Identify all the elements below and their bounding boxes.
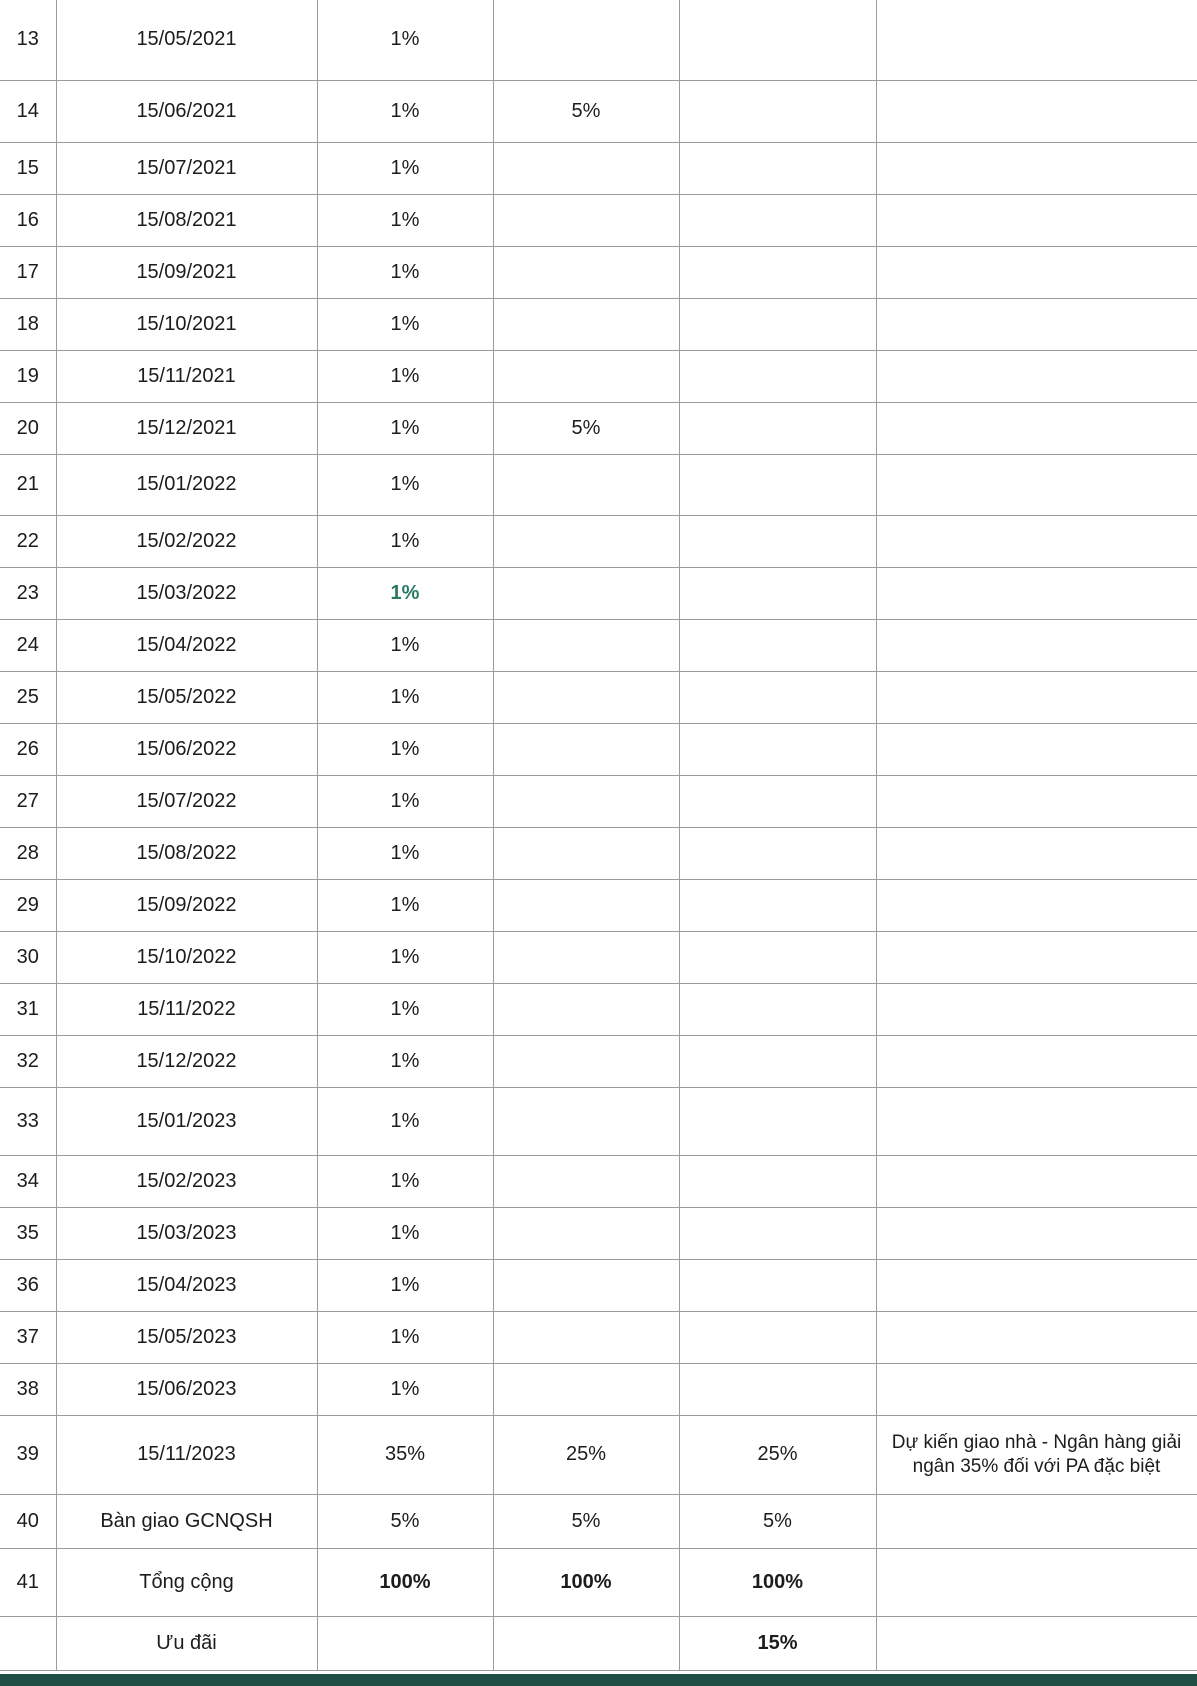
plan-2-percent-cell: 25% bbox=[493, 1415, 679, 1494]
plan-1-percent-cell: 1% bbox=[317, 350, 493, 402]
installment-number-cell: 16 bbox=[0, 194, 56, 246]
installment-number-cell: 36 bbox=[0, 1259, 56, 1311]
payment-date-cell: 15/01/2023 bbox=[56, 1087, 317, 1155]
payment-date-cell: 15/06/2021 bbox=[56, 80, 317, 142]
table-row bbox=[0, 1415, 1197, 1494]
plan-3-percent-cell bbox=[679, 515, 876, 567]
note-cell bbox=[876, 1548, 1197, 1616]
plan-1-percent-cell: 1% bbox=[317, 194, 493, 246]
table-row bbox=[0, 1616, 1197, 1670]
plan-1-percent-cell bbox=[317, 1616, 493, 1670]
installment-number-cell: 33 bbox=[0, 1087, 56, 1155]
installment-number-cell: 28 bbox=[0, 827, 56, 879]
note-cell bbox=[876, 142, 1197, 194]
note-cell bbox=[876, 1207, 1197, 1259]
table-row bbox=[0, 1548, 1197, 1616]
plan-2-percent-cell: 100% bbox=[493, 1548, 679, 1616]
table-row bbox=[0, 454, 1197, 515]
table-row bbox=[0, 1363, 1197, 1415]
note-cell bbox=[876, 879, 1197, 931]
table-row bbox=[0, 1087, 1197, 1155]
plan-3-percent-cell bbox=[679, 454, 876, 515]
plan-2-percent-cell bbox=[493, 246, 679, 298]
note-cell bbox=[876, 194, 1197, 246]
plan-2-percent-cell bbox=[493, 827, 679, 879]
plan-2-percent-cell bbox=[493, 142, 679, 194]
note-cell bbox=[876, 983, 1197, 1035]
plan-2-percent-cell bbox=[493, 879, 679, 931]
plan-1-percent-cell: 1% bbox=[317, 879, 493, 931]
installment-number-cell bbox=[0, 1616, 56, 1670]
installment-number-cell: 13 bbox=[0, 0, 56, 80]
payment-date-cell: 15/05/2021 bbox=[56, 0, 317, 80]
plan-3-percent-cell bbox=[679, 983, 876, 1035]
plan-3-percent-cell bbox=[679, 1363, 876, 1415]
installment-number-cell: 40 bbox=[0, 1494, 56, 1548]
plan-2-percent-cell bbox=[493, 931, 679, 983]
table-row bbox=[0, 827, 1197, 879]
plan-1-percent-cell: 1% bbox=[317, 1087, 493, 1155]
plan-2-percent-cell bbox=[493, 1259, 679, 1311]
note-cell bbox=[876, 775, 1197, 827]
plan-2-percent-cell bbox=[493, 194, 679, 246]
plan-3-percent-cell bbox=[679, 402, 876, 454]
plan-2-percent-cell bbox=[493, 775, 679, 827]
payment-date-cell: 15/03/2022 bbox=[56, 567, 317, 619]
plan-1-percent-cell: 1% bbox=[317, 298, 493, 350]
payment-date-cell: 15/10/2021 bbox=[56, 298, 317, 350]
plan-1-percent-cell: 100% bbox=[317, 1548, 493, 1616]
installment-number-cell: 35 bbox=[0, 1207, 56, 1259]
payment-date-cell: 15/07/2021 bbox=[56, 142, 317, 194]
plan-1-percent-cell: 1% bbox=[317, 80, 493, 142]
note-cell bbox=[876, 1311, 1197, 1363]
plan-3-percent-cell bbox=[679, 1311, 876, 1363]
plan-2-percent-cell bbox=[493, 1087, 679, 1155]
payment-date-cell: 15/12/2021 bbox=[56, 402, 317, 454]
installment-number-cell: 15 bbox=[0, 142, 56, 194]
note-cell bbox=[876, 515, 1197, 567]
plan-3-percent-cell bbox=[679, 1259, 876, 1311]
plan-1-percent-cell: 1% bbox=[317, 1311, 493, 1363]
installment-number-cell: 39 bbox=[0, 1415, 56, 1494]
note-cell bbox=[876, 723, 1197, 775]
plan-3-percent-cell: 100% bbox=[679, 1548, 876, 1616]
plan-3-percent-cell bbox=[679, 1207, 876, 1259]
note-cell bbox=[876, 80, 1197, 142]
table-row bbox=[0, 775, 1197, 827]
plan-2-percent-cell bbox=[493, 1035, 679, 1087]
installment-number-cell: 20 bbox=[0, 402, 56, 454]
note-cell bbox=[876, 298, 1197, 350]
plan-3-percent-cell bbox=[679, 1035, 876, 1087]
payment-date-cell: 15/05/2023 bbox=[56, 1311, 317, 1363]
table-row bbox=[0, 983, 1197, 1035]
installment-number-cell: 27 bbox=[0, 775, 56, 827]
plan-3-percent-cell bbox=[679, 298, 876, 350]
plan-3-percent-cell bbox=[679, 619, 876, 671]
installment-number-cell: 38 bbox=[0, 1363, 56, 1415]
table-row bbox=[0, 931, 1197, 983]
plan-3-percent-cell bbox=[679, 0, 876, 80]
plan-1-percent-cell: 1% bbox=[317, 827, 493, 879]
plan-3-percent-cell bbox=[679, 567, 876, 619]
plan-3-percent-cell bbox=[679, 194, 876, 246]
installment-number-cell: 37 bbox=[0, 1311, 56, 1363]
installment-number-cell: 19 bbox=[0, 350, 56, 402]
table-row bbox=[0, 1494, 1197, 1548]
payment-date-cell: 15/06/2023 bbox=[56, 1363, 317, 1415]
plan-2-percent-cell bbox=[493, 0, 679, 80]
payment-date-cell: 15/03/2023 bbox=[56, 1207, 317, 1259]
plan-3-percent-cell bbox=[679, 827, 876, 879]
plan-3-percent-cell: 25% bbox=[679, 1415, 876, 1494]
installment-number-cell: 26 bbox=[0, 723, 56, 775]
installment-number-cell: 17 bbox=[0, 246, 56, 298]
table-row bbox=[0, 142, 1197, 194]
plan-1-percent-cell: 1% bbox=[317, 246, 493, 298]
payment-date-cell: 15/10/2022 bbox=[56, 931, 317, 983]
plan-2-percent-cell bbox=[493, 515, 679, 567]
plan-3-percent-cell bbox=[679, 775, 876, 827]
table-row bbox=[0, 80, 1197, 142]
installment-number-cell: 25 bbox=[0, 671, 56, 723]
payment-date-cell: 15/08/2022 bbox=[56, 827, 317, 879]
plan-1-percent-cell: 1% bbox=[317, 142, 493, 194]
payment-date-cell: 15/04/2023 bbox=[56, 1259, 317, 1311]
payment-date-cell: 15/08/2021 bbox=[56, 194, 317, 246]
installment-number-cell: 34 bbox=[0, 1155, 56, 1207]
plan-1-percent-cell: 1% bbox=[317, 1259, 493, 1311]
installment-number-cell: 32 bbox=[0, 1035, 56, 1087]
payment-date-cell: 15/01/2022 bbox=[56, 454, 317, 515]
plan-3-percent-cell: 15% bbox=[679, 1616, 876, 1670]
plan-2-percent-cell bbox=[493, 619, 679, 671]
payment-date-cell: 15/05/2022 bbox=[56, 671, 317, 723]
plan-1-percent-cell: 1% bbox=[317, 1035, 493, 1087]
plan-1-percent-cell: 1% bbox=[317, 1155, 493, 1207]
plan-3-percent-cell bbox=[679, 1087, 876, 1155]
table-row bbox=[0, 350, 1197, 402]
note-cell bbox=[876, 454, 1197, 515]
note-cell bbox=[876, 350, 1197, 402]
payment-date-cell: 15/06/2022 bbox=[56, 723, 317, 775]
plan-1-percent-cell: 1% bbox=[317, 723, 493, 775]
plan-1-percent-cell: 1% bbox=[317, 931, 493, 983]
payment-date-cell: 15/11/2023 bbox=[56, 1415, 317, 1494]
table-row bbox=[0, 671, 1197, 723]
plan-1-percent-cell: 5% bbox=[317, 1494, 493, 1548]
plan-2-percent-cell bbox=[493, 1363, 679, 1415]
payment-date-cell: Bàn giao GCNQSH bbox=[56, 1494, 317, 1548]
plan-1-percent-cell: 1% bbox=[317, 1207, 493, 1259]
plan-2-percent-cell bbox=[493, 567, 679, 619]
plan-2-percent-cell bbox=[493, 1311, 679, 1363]
note-cell bbox=[876, 1363, 1197, 1415]
plan-2-percent-cell bbox=[493, 1616, 679, 1670]
plan-1-percent-cell: 1% bbox=[317, 402, 493, 454]
note-cell bbox=[876, 1035, 1197, 1087]
note-cell bbox=[876, 1259, 1197, 1311]
plan-1-percent-cell: 1% bbox=[317, 671, 493, 723]
installment-number-cell: 31 bbox=[0, 983, 56, 1035]
installment-number-cell: 23 bbox=[0, 567, 56, 619]
plan-3-percent-cell bbox=[679, 1155, 876, 1207]
installment-number-cell: 24 bbox=[0, 619, 56, 671]
payment-date-cell: 15/07/2022 bbox=[56, 775, 317, 827]
table-row bbox=[0, 402, 1197, 454]
note-cell: Dự kiến giao nhà - Ngân hàng giải ngân 35% đối với PA đặc biệt bbox=[876, 1415, 1197, 1494]
plan-2-percent-cell bbox=[493, 723, 679, 775]
plan-2-percent-cell bbox=[493, 983, 679, 1035]
installment-number-cell: 41 bbox=[0, 1548, 56, 1616]
plan-1-percent-cell: 35% bbox=[317, 1415, 493, 1494]
note-cell bbox=[876, 827, 1197, 879]
note-cell bbox=[876, 931, 1197, 983]
plan-2-percent-cell bbox=[493, 454, 679, 515]
plan-3-percent-cell: 5% bbox=[679, 1494, 876, 1548]
table-row bbox=[0, 246, 1197, 298]
note-cell bbox=[876, 1087, 1197, 1155]
plan-1-percent-cell: 1% bbox=[317, 1363, 493, 1415]
plan-2-percent-cell: 5% bbox=[493, 1494, 679, 1548]
payment-date-cell: 15/02/2023 bbox=[56, 1155, 317, 1207]
table-row bbox=[0, 515, 1197, 567]
note-cell bbox=[876, 567, 1197, 619]
plan-1-percent-cell: 1% bbox=[317, 775, 493, 827]
payment-date-cell: 15/12/2022 bbox=[56, 1035, 317, 1087]
plan-3-percent-cell bbox=[679, 931, 876, 983]
table-row bbox=[0, 194, 1197, 246]
table-row bbox=[0, 1035, 1197, 1087]
plan-2-percent-cell: 5% bbox=[493, 80, 679, 142]
plan-1-percent-cell: 1% bbox=[317, 0, 493, 80]
plan-2-percent-cell bbox=[493, 1207, 679, 1259]
table-row bbox=[0, 567, 1197, 619]
installment-number-cell: 21 bbox=[0, 454, 56, 515]
installment-number-cell: 30 bbox=[0, 931, 56, 983]
plan-2-percent-cell bbox=[493, 671, 679, 723]
plan-1-percent-cell: 1% bbox=[317, 619, 493, 671]
note-cell bbox=[876, 402, 1197, 454]
plan-3-percent-cell bbox=[679, 350, 876, 402]
plan-3-percent-cell bbox=[679, 80, 876, 142]
installment-number-cell: 22 bbox=[0, 515, 56, 567]
note-cell bbox=[876, 1155, 1197, 1207]
note-cell bbox=[876, 246, 1197, 298]
payment-date-cell: 15/11/2021 bbox=[56, 350, 317, 402]
table-row bbox=[0, 1207, 1197, 1259]
plan-2-percent-cell bbox=[493, 1155, 679, 1207]
plan-3-percent-cell bbox=[679, 671, 876, 723]
payment-date-cell: 15/09/2022 bbox=[56, 879, 317, 931]
plan-3-percent-cell bbox=[679, 879, 876, 931]
plan-2-percent-cell: 5% bbox=[493, 402, 679, 454]
table-row bbox=[0, 879, 1197, 931]
plan-1-percent-cell: 1% bbox=[317, 515, 493, 567]
table-row bbox=[0, 619, 1197, 671]
plan-1-percent-cell: 1% bbox=[317, 983, 493, 1035]
note-cell bbox=[876, 1494, 1197, 1548]
payment-date-cell: 15/09/2021 bbox=[56, 246, 317, 298]
note-cell bbox=[876, 619, 1197, 671]
note-cell bbox=[876, 0, 1197, 80]
bottom-band bbox=[0, 1674, 1197, 1686]
plan-2-percent-cell bbox=[493, 298, 679, 350]
installment-number-cell: 29 bbox=[0, 879, 56, 931]
plan-2-percent-cell bbox=[493, 350, 679, 402]
plan-3-percent-cell bbox=[679, 142, 876, 194]
payment-date-cell: 15/04/2022 bbox=[56, 619, 317, 671]
plan-1-percent-cell: 1% bbox=[317, 567, 493, 619]
payment-date-cell: Ưu đãi bbox=[56, 1616, 317, 1670]
note-cell bbox=[876, 1616, 1197, 1670]
plan-3-percent-cell bbox=[679, 246, 876, 298]
installment-number-cell: 18 bbox=[0, 298, 56, 350]
plan-3-percent-cell bbox=[679, 723, 876, 775]
table-row bbox=[0, 1311, 1197, 1363]
note-cell bbox=[876, 671, 1197, 723]
payment-date-cell: Tổng cộng bbox=[56, 1548, 317, 1616]
table-row bbox=[0, 0, 1197, 80]
installment-number-cell: 14 bbox=[0, 80, 56, 142]
plan-1-percent-cell: 1% bbox=[317, 454, 493, 515]
table-row bbox=[0, 1155, 1197, 1207]
payment-date-cell: 15/11/2022 bbox=[56, 983, 317, 1035]
table-row bbox=[0, 1259, 1197, 1311]
payment-date-cell: 15/02/2022 bbox=[56, 515, 317, 567]
table-row bbox=[0, 723, 1197, 775]
table-row bbox=[0, 298, 1197, 350]
